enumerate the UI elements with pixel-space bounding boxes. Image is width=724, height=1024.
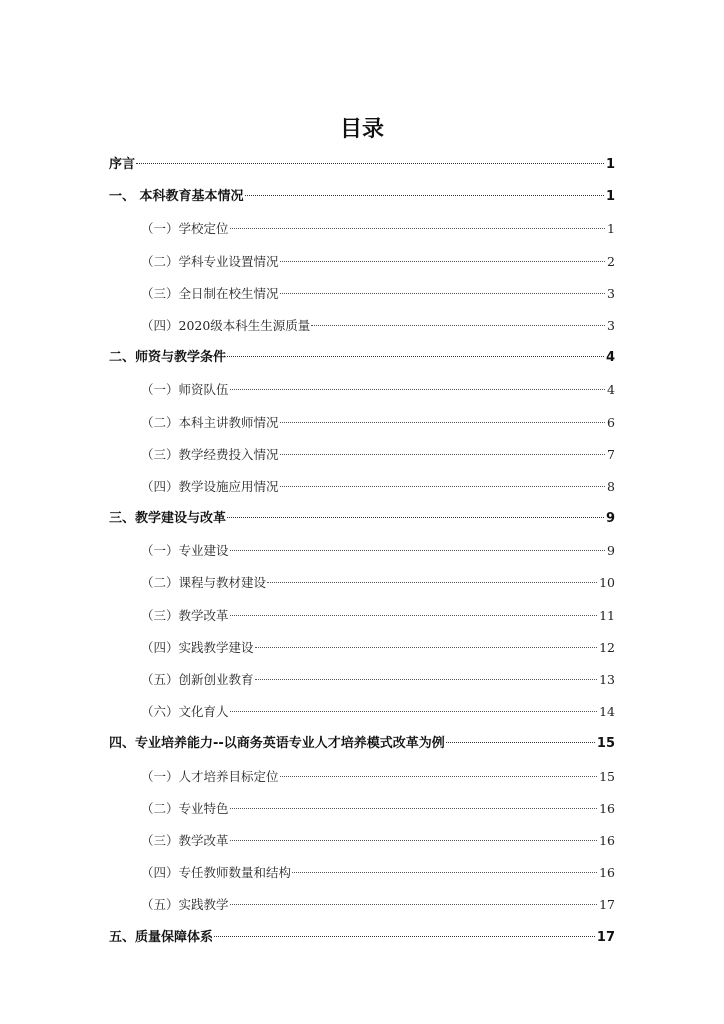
toc-entry-page-number: 1: [605, 189, 615, 205]
toc-entry-page-number: 16: [599, 800, 615, 816]
toc-section-entry[interactable]: [109, 345, 615, 377]
toc-subsection-entry[interactable]: [109, 860, 615, 892]
dot-leader: [230, 904, 598, 905]
toc-entry-page-number: 1: [607, 221, 615, 237]
dot-leader: [230, 550, 606, 551]
dot-leader: [267, 582, 597, 583]
toc-entry-label: 二、师资与教学条件: [109, 350, 227, 366]
toc-entry-label: （一）学校定位: [141, 221, 229, 237]
toc-subsection-entry[interactable]: [109, 796, 615, 828]
toc-subsection-entry[interactable]: [109, 474, 615, 506]
toc-section-entry[interactable]: [109, 506, 615, 538]
toc-entry-label: 四、专业培养能力--以商务英语专业人才培养模式改革为例: [109, 736, 445, 752]
toc-subsection-entry[interactable]: [109, 570, 615, 602]
toc-subsection-entry[interactable]: [109, 538, 615, 570]
toc-entry-label: （六）文化育人: [141, 704, 229, 720]
toc-entry-page-number: 16: [599, 865, 615, 881]
toc-subsection-entry[interactable]: [109, 410, 615, 442]
toc-entry-page-number: 17: [596, 929, 615, 945]
dot-leader: [230, 228, 606, 229]
toc-entry-page-number: 9: [607, 543, 615, 559]
dot-leader: [214, 936, 595, 937]
toc-entry-label: （四）2020级本科生生源质量: [141, 317, 311, 333]
toc-title: 目录: [339, 117, 384, 142]
toc-subsection-entry[interactable]: [109, 377, 615, 409]
toc-subsection-entry[interactable]: [109, 442, 615, 474]
toc-entry-page-number: 15: [599, 768, 615, 784]
dot-leader: [255, 647, 598, 648]
toc-entry-page-number: 8: [607, 478, 615, 494]
toc-entry-label: （三）全日制在校生情况: [141, 285, 279, 301]
toc-section-entry[interactable]: [109, 152, 615, 184]
toc-section-entry[interactable]: [109, 925, 615, 957]
dot-leader: [230, 840, 598, 841]
dot-leader: [311, 325, 605, 326]
toc-entry-label: （三）教学改革: [141, 607, 229, 623]
dot-leader: [280, 776, 598, 777]
dot-leader: [446, 742, 595, 743]
toc-entry-page-number: 17: [599, 897, 615, 913]
toc-subsection-entry[interactable]: [109, 635, 615, 667]
dot-leader: [280, 261, 606, 262]
toc-subsection-entry[interactable]: [109, 313, 615, 345]
toc-entry-page-number: 6: [607, 414, 615, 430]
toc-entry-label: （四）教学设施应用情况: [141, 478, 279, 494]
dot-leader: [280, 486, 606, 487]
toc-section-entry[interactable]: [109, 731, 615, 763]
toc-entry-page-number: 4: [607, 382, 615, 398]
toc-entry-label: 一、 本科教育基本情况: [109, 189, 244, 205]
dot-leader: [230, 389, 606, 390]
toc-subsection-entry[interactable]: [109, 764, 615, 796]
dot-leader: [230, 711, 598, 712]
toc-entry-page-number: 16: [599, 832, 615, 848]
toc-entry-label: （三）教学改革: [141, 832, 229, 848]
toc-entry-label: （三）教学经费投入情况: [141, 446, 279, 462]
dot-leader: [280, 454, 606, 455]
dot-leader: [280, 293, 606, 294]
dot-leader: [280, 422, 606, 423]
toc-entry-page-number: 14: [599, 704, 615, 720]
toc-subsection-entry[interactable]: [109, 603, 615, 635]
toc-section-entry[interactable]: [109, 184, 615, 216]
dot-leader: [227, 517, 604, 518]
toc-subsection-entry[interactable]: [109, 828, 615, 860]
dot-leader: [230, 615, 598, 616]
toc-entry-page-number: 3: [607, 285, 615, 301]
table-of-contents: [109, 152, 615, 957]
toc-entry-page-number: 1: [605, 157, 615, 172]
dot-leader: [227, 356, 604, 357]
toc-entry-label: （四）专任教师数量和结构: [141, 865, 292, 881]
toc-entry-label: （五）创新创业教育: [141, 672, 254, 687]
toc-entry-page-number: 9: [605, 511, 615, 527]
toc-entry-page-number: 7: [607, 446, 615, 462]
toc-entry-label: （一）专业建设: [141, 543, 229, 559]
toc-entry-page-number: 11: [599, 607, 615, 623]
toc-entry-page-number: 15: [596, 736, 615, 752]
dot-leader: [230, 808, 598, 809]
toc-entry-label: 五、质量保障体系: [109, 929, 214, 945]
dot-leader: [136, 163, 604, 164]
toc-entry-label: （一）人才培养目标定位: [141, 768, 279, 784]
toc-subsection-entry[interactable]: [109, 699, 615, 731]
toc-entry-label: （二）本科主讲教师情况: [141, 414, 279, 430]
toc-entry-label: 序言: [109, 157, 136, 172]
toc-entry-page-number: 12: [599, 639, 615, 655]
toc-entry-label: （四）实践教学建设: [141, 639, 254, 655]
toc-entry-label: （二）学科专业设置情况: [141, 253, 279, 269]
toc-entry-page-number: 13: [599, 672, 615, 687]
toc-entry-label: （一）师资队伍: [141, 382, 229, 398]
toc-subsection-entry[interactable]: [109, 281, 615, 313]
toc-subsection-entry[interactable]: [109, 892, 615, 924]
toc-entry-page-number: 3: [607, 317, 615, 333]
toc-entry-label: （二）课程与教材建设: [141, 575, 267, 591]
toc-entry-label: 三、教学建设与改革: [109, 511, 227, 527]
toc-subsection-entry[interactable]: [109, 249, 615, 281]
toc-subsection-entry[interactable]: [109, 667, 615, 699]
toc-entry-page-number: 2: [607, 253, 615, 269]
toc-entry-label: （二）专业特色: [141, 800, 229, 816]
toc-entry-label: （五）实践教学: [141, 897, 229, 913]
dot-leader: [292, 872, 597, 873]
dot-leader: [255, 679, 598, 680]
toc-entry-page-number: 4: [605, 350, 615, 366]
dot-leader: [245, 195, 604, 196]
toc-entry-page-number: 10: [599, 575, 615, 591]
toc-subsection-entry[interactable]: [109, 216, 615, 248]
